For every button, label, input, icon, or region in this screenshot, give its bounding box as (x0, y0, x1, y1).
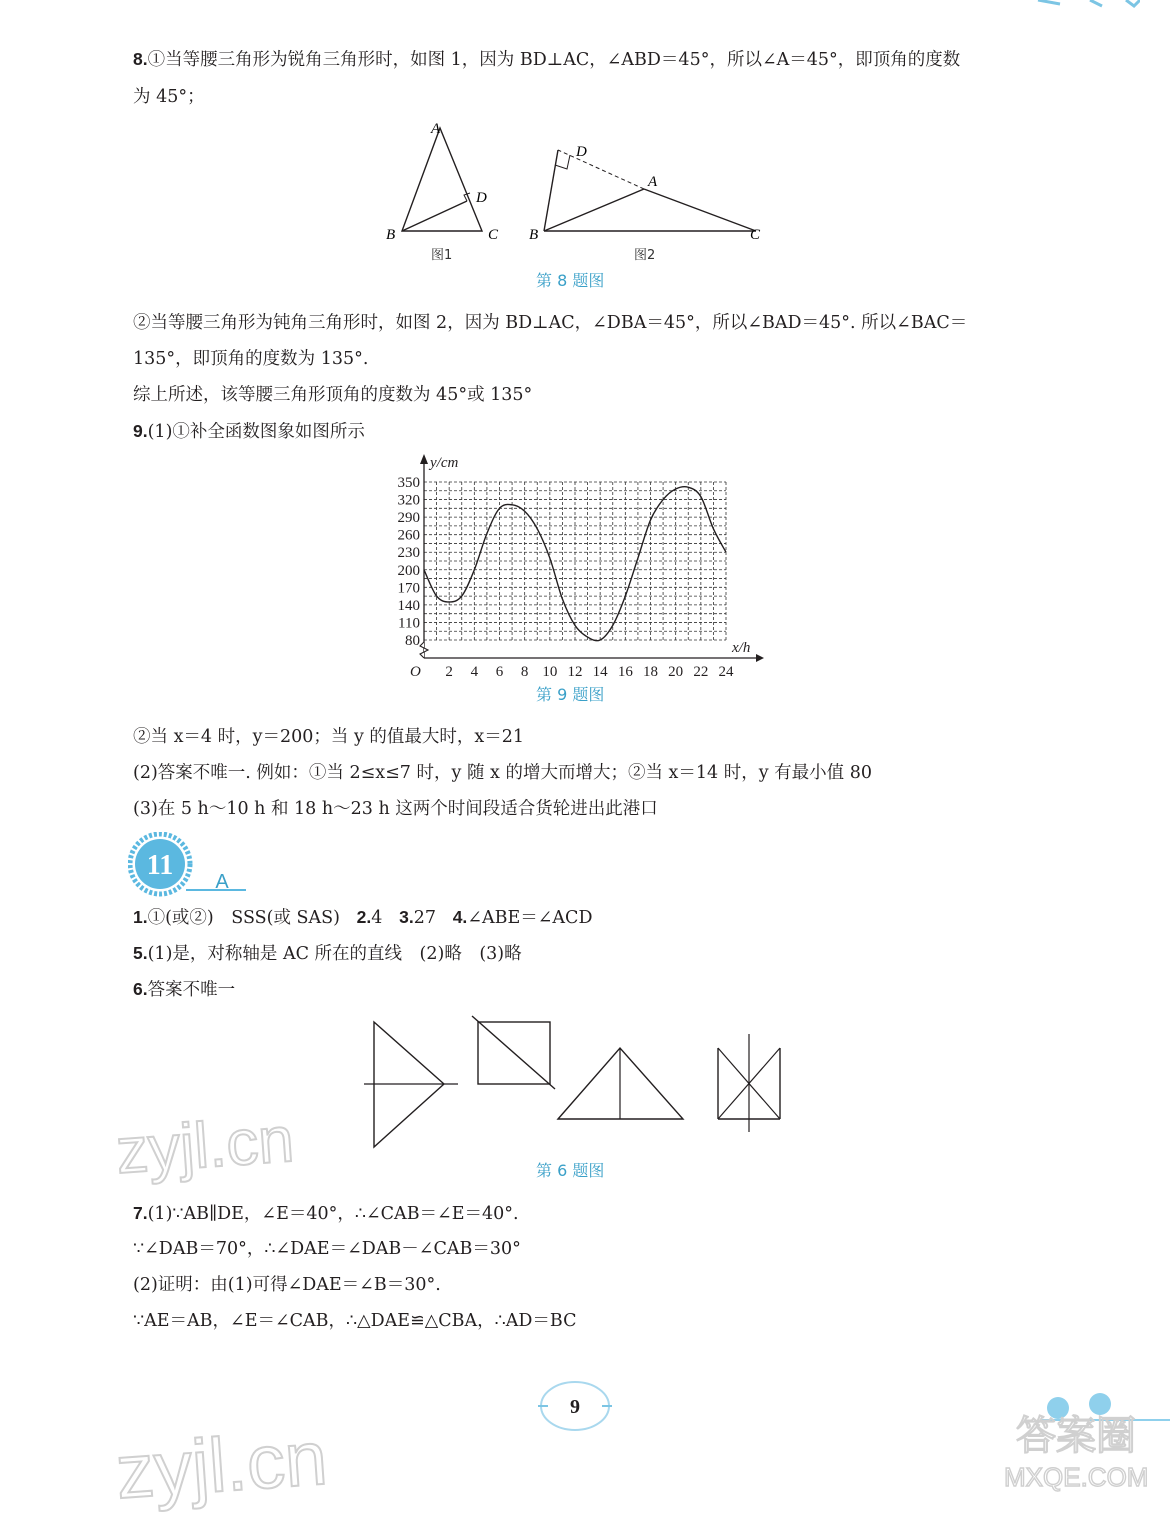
section-letter: A (215, 871, 229, 893)
q6-figures (360, 1012, 790, 1154)
q9-chart (360, 450, 770, 685)
page-number: 9 (570, 1396, 580, 1418)
axis-break (420, 642, 428, 658)
x-tick-label: 2 (445, 664, 453, 680)
y-tick-label: 320 (397, 492, 420, 509)
y-axis-arrow (420, 454, 428, 464)
q8-line2: 为 45°； (133, 87, 205, 107)
watermark-2: zyjl.cn (113, 1415, 330, 1516)
watermark-1: zyjl.cn (113, 1102, 297, 1188)
page-number-badge (536, 1378, 614, 1434)
q6-line: 6.答案不唯一 (133, 979, 236, 1000)
q8-line1: 8.①当等腰三角形为锐角三角形时，如图 1，因为 BD⊥AC，∠ABD＝45°，所以∠A＝45°，即顶角的度数 (133, 49, 961, 70)
y-tick-label: 170 (397, 580, 420, 597)
figure-2 (529, 144, 761, 243)
q8-line4: 135°，即顶角的度数为 135°. (133, 349, 369, 369)
q7-line1: 7.(1)∵AB∥DE，∠E＝40°，∴∠CAB＝∠E＝40°. (133, 1203, 519, 1224)
fig2-point-a: A (648, 174, 658, 190)
q9-answer-3: (3)在 5 h～10 h 和 18 h～23 h 这两个时间段适合货轮进出此港口 (133, 799, 658, 819)
x-tick-label: 22 (693, 664, 709, 680)
q6-figure-isosceles (558, 1048, 683, 1119)
y-axis-label: y/cm (430, 455, 459, 471)
q7-line2: ∵∠DAB＝70°，∴∠DAE＝∠DAB－∠CAB＝30° (133, 1239, 521, 1259)
q5-line: 5.(1)是，对称轴是 AC 所在的直线 (2)略 (3)略 (133, 943, 522, 964)
x-tick-label: 20 (668, 664, 684, 680)
x-tick-label: 6 (495, 664, 504, 680)
x-tick-label: 4 (470, 664, 479, 680)
watermark-4: MXQE.COM (1004, 1462, 1149, 1492)
header-decoration (1030, 0, 1140, 14)
x-axis-arrow (756, 654, 764, 662)
y-tick-label: 110 (398, 615, 420, 632)
x-tick-label: 8 (520, 664, 529, 680)
q1-4-line: 1.①(或②) SSS(或 SAS) 2.4 3.27 4.∠ABE＝∠ACD (133, 907, 593, 928)
fig1-point-a: A (431, 121, 441, 137)
y-tick-label: 350 (397, 475, 420, 491)
x-tick-label: 24 (718, 664, 734, 680)
figure-1 (386, 121, 499, 243)
watermark-3: 答案圈 (1016, 1414, 1136, 1458)
q6-figure-square-diagonal (472, 1016, 555, 1089)
x-tick-label: 14 (592, 664, 608, 680)
y-tick-label: 140 (397, 597, 420, 614)
section-number: 11 (146, 850, 174, 881)
q6-figure-triangle-axis (364, 1022, 458, 1147)
q6-figure-bowtie (718, 1034, 780, 1132)
fig1-point-d: D (476, 190, 487, 206)
fig2-point-b: B (529, 227, 539, 243)
x-tick-label: 16 (617, 664, 633, 680)
q9-line1: 9.(1)①补全函数图象如图所示 (133, 421, 365, 442)
fig2-point-c: C (750, 227, 761, 243)
q9-answer-2: (2)答案不唯一. 例如：①当 2≤x≤7 时，y 随 x 的增大而增大；②当 x＝14 时，y 有最小值 80 (133, 763, 872, 783)
fig2-point-d: D (576, 144, 587, 160)
origin-label: O (410, 664, 421, 680)
q8-caption: 第 8 题图 (536, 271, 605, 290)
q9-caption: 第 9 题图 (536, 685, 605, 704)
y-tick-label: 80 (405, 633, 420, 649)
section-badge (128, 832, 258, 898)
y-tick-label: 260 (397, 527, 420, 544)
fig1-label: 图1 (431, 248, 453, 263)
y-tick-label: 290 (397, 510, 420, 527)
x-tick-label: 12 (567, 664, 583, 680)
x-tick-label: 10 (542, 664, 558, 680)
q8-line3: ②当等腰三角形为钝角三角形时，如图 2，因为 BD⊥AC，∠DBA＝45°，所以∠BAD＝45°. 所以∠BAC＝ (133, 313, 968, 333)
q7-line3: (2)证明：由(1)可得∠DAE＝∠B＝30°. (133, 1275, 441, 1295)
q6-caption: 第 6 题图 (536, 1161, 605, 1180)
fig2-label: 图2 (634, 248, 656, 263)
y-tick-label: 230 (397, 545, 420, 562)
x-axis-label: x/h (732, 640, 751, 656)
q7-line4: ∵AE＝AB，∠E＝∠CAB，∴△DAE≌△CBA，∴AD＝BC (133, 1311, 577, 1331)
fig1-point-c: C (488, 227, 499, 243)
x-tick-label: 18 (643, 664, 658, 680)
q9-answer-1: ②当 x＝4 时，y＝200；当 y 的值最大时，x＝21 (133, 727, 525, 747)
fig1-point-b: B (386, 227, 396, 243)
q8-line5: 综上所述，该等腰三角形顶角的度数为 45°或 135° (133, 385, 533, 405)
y-tick-label: 200 (397, 562, 420, 579)
